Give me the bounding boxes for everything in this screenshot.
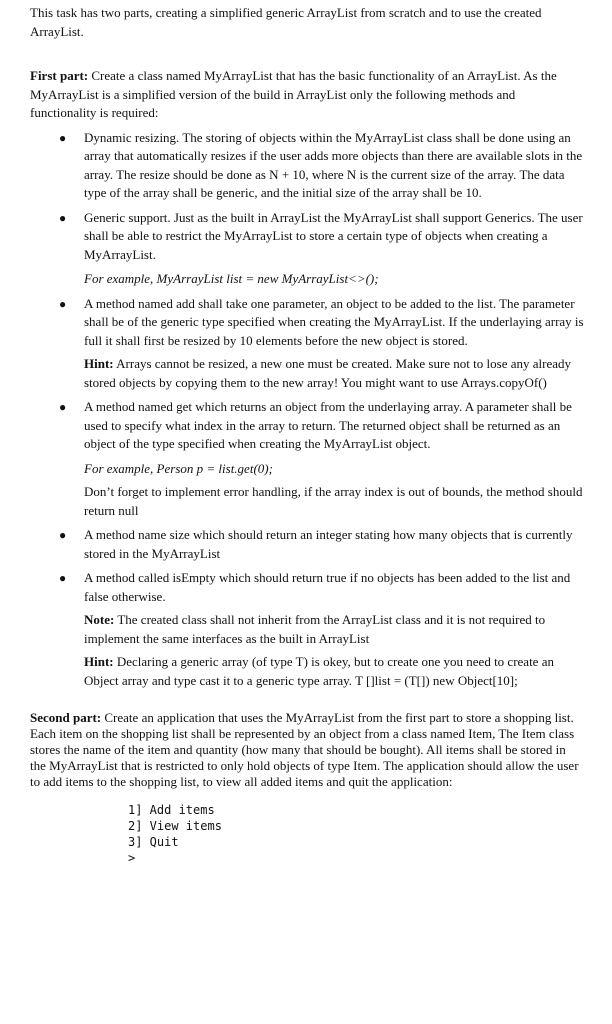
bullet-icon: ● [59,210,67,225]
menu-option-view: 2] View items [128,819,222,833]
item-text: Generic support. Just as the built in ArrayList the MyArrayList shall support Generics. The user shall be able to restrict the MyArrayList to store a certain type of objects when creating a MyArrayList. [84,209,583,262]
item-note [84,611,584,648]
item-hint [84,355,584,392]
part2-text: Create an application that uses the MyArrayList from the first part to store a shopping list. Each item on the shopping list shall be represented by an object from a class named Item, The Item class stores the name of the item and quantity (how many that should be bought). All items shall be stored in the MyArrayList that is restricted to only hold objects of type Item. The application should allow the user to add items to the shopping list, to view all added items and quit the application: [30,710,579,789]
bullet-icon: ● [59,400,67,414]
list-item [30,129,584,203]
menu-option-quit: 3] Quit [128,835,179,849]
note-text: The created class shall not inherit from the ArrayList class and it is not required to implement the same interfaces as the built in ArrayList [84,612,546,646]
part2-paragraph [30,710,584,790]
item-text: A method named add shall take one parameter, an object to be added to the list. The parameter shall be of the generic type specified when creating the MyArrayList. If the underlaying array is full it shall first be resized by 10 elements before the new object is stored. [84,295,584,348]
item-example: For example, Person p = list.get(0); [84,460,273,476]
console-menu [128,802,584,866]
part1-text: Create a class named MyArrayList that has the basic functionality of an ArrayList. As the MyArrayList is a simplified version of the build in ArrayList only the following methods and functionality is required: [30,68,557,120]
bullet-icon: ● [59,130,67,145]
item-extra: Don’t forget to implement error handling, if the array index is out of bounds, the method should return null [84,484,583,518]
item-text: A method called isEmpty which should return true if no objects has been added to the list and false otherwise. [84,570,571,604]
list-item [30,398,584,520]
intro-paragraph: This task has two parts, creating a simplified generic ArrayList from scratch and to use the created ArrayList. [30,5,542,39]
part2-heading: Second part: [30,710,102,725]
list-item [30,209,584,289]
bullet-icon: ● [59,296,67,311]
item-text: A method named get which returns an object from the underlaying array. A parameter shall be used to specify what index in the array to return. The returned object shall be returned as an object of the type specified when creating the MyArrayList object. [84,399,572,451]
note-label: Note: [84,612,115,627]
hint-text: Declaring a generic array (of type T) is okey, but to create one you need to create an Object array and type cast it to a generic type array. T []list = (T[]) new Object[10]; [84,654,554,688]
hint-text: Arrays cannot be resized, a new one must be created. Make sure not to lose any already stored objects by copying them to the new array! You might want to use Arrays.copyOf() [84,356,571,390]
hint-label: Hint: [84,654,114,669]
menu-option-add: 1] Add items [128,803,215,817]
item-example: For example, MyArrayList list = new MyArrayList<>(); [84,271,379,286]
list-item [30,295,584,393]
hint-label: Hint: [84,356,114,371]
requirements-list [30,129,584,691]
item-text: Dynamic resizing. The storing of objects within the MyArrayList class shall be done using an array that automatically resizes if the user adds more objects than there are available slots in the array. The resize should be done as N + 10, where N is the current size of the array. The data type of the array shall be generic, and the initial size of the array shall be 10. [84,129,583,200]
item-hint [84,653,584,690]
bullet-icon: ● [59,528,67,542]
item-text: A method name size which should return an integer stating how many objects that is currently stored in the MyArrayList [84,527,573,561]
part1-heading: First part: [30,68,89,83]
part1-paragraph [30,67,584,123]
list-item [30,569,584,690]
list-item [30,526,584,563]
bullet-icon: ● [59,571,67,585]
menu-prompt: > [128,851,136,865]
